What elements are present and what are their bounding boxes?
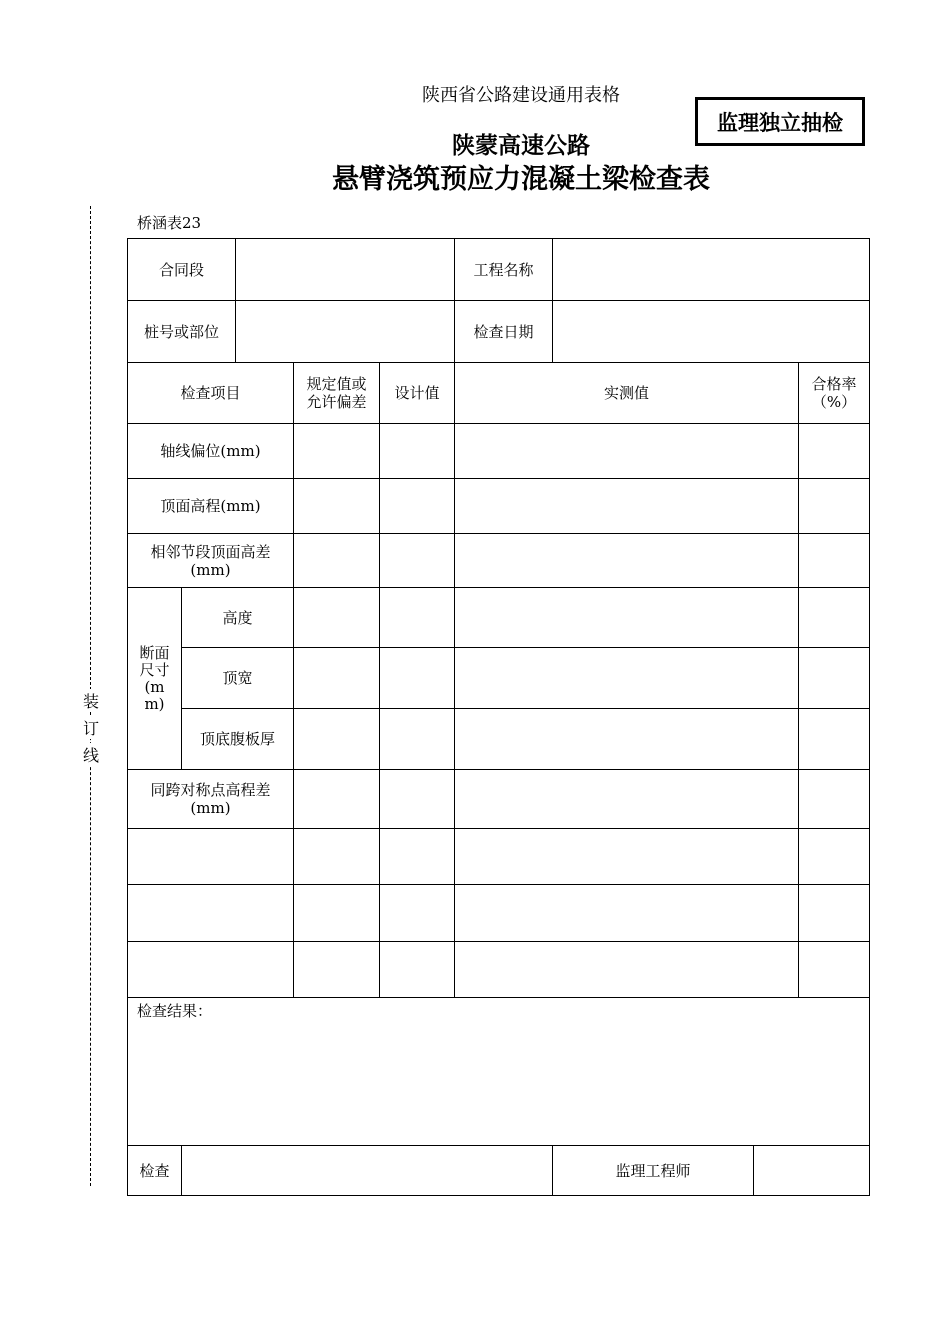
cell-measured[interactable] <box>455 588 799 648</box>
row-symmetric-line2: (mm) <box>190 799 231 817</box>
table-row <box>128 885 870 942</box>
cell-design[interactable] <box>380 479 455 534</box>
row-adjacent-diff-label <box>128 534 294 588</box>
page-title: 悬臂浇筑预应力混凝土梁检查表 <box>332 164 710 195</box>
col-rate-line2: （%） <box>811 393 857 411</box>
date-value[interactable] <box>553 301 870 363</box>
binding-char-3: 线 <box>83 743 99 766</box>
cell-spec[interactable] <box>294 709 380 770</box>
col-spec-line1: 规定值或 <box>306 375 367 393</box>
cell-design[interactable] <box>380 709 455 770</box>
row-top-elevation-label: 顶面高程(mm) <box>128 479 294 534</box>
col-item-header: 检查项目 <box>128 363 294 424</box>
cell-rate[interactable] <box>799 942 870 998</box>
date-label: 检查日期 <box>455 301 553 363</box>
row-top-width-label: 顶宽 <box>182 648 294 709</box>
col-measured-header: 实测值 <box>455 363 799 424</box>
cell-spec[interactable] <box>294 885 380 942</box>
cell-rate[interactable] <box>799 588 870 648</box>
cell-rate[interactable] <box>799 479 870 534</box>
cell-spec[interactable] <box>294 942 380 998</box>
table-row <box>128 479 870 534</box>
row-web-thickness-label: 顶底腹板厚 <box>182 709 294 770</box>
project-name-heading: 陕蒙高速公路 <box>452 133 590 159</box>
cell-rate[interactable] <box>799 885 870 942</box>
row-height-label: 高度 <box>182 588 294 648</box>
project-name-value[interactable] <box>553 239 870 301</box>
column-header-row <box>128 363 870 424</box>
table-row <box>128 709 870 770</box>
cell-spec[interactable] <box>294 479 380 534</box>
cell-item-blank[interactable] <box>128 885 294 942</box>
info-row-2 <box>128 301 870 363</box>
table-row <box>128 424 870 479</box>
cell-spec[interactable] <box>294 424 380 479</box>
cell-item-blank[interactable] <box>128 829 294 885</box>
inspection-result-label: 检查结果： <box>137 1002 213 1020</box>
cell-spec[interactable] <box>294 829 380 885</box>
binding-char-1: 装 <box>83 689 99 712</box>
table-row <box>128 829 870 885</box>
row-axis-label: 轴线偏位(mm) <box>128 424 294 479</box>
cell-measured[interactable] <box>455 479 799 534</box>
table-row <box>128 534 870 588</box>
inspector-label: 检查 <box>128 1146 182 1196</box>
info-row-1 <box>128 239 870 301</box>
cell-rate[interactable] <box>799 829 870 885</box>
col-spec-line2: 允许偏差 <box>306 393 367 411</box>
cell-measured[interactable] <box>455 829 799 885</box>
section-size-group-label <box>128 588 182 770</box>
contract-value[interactable] <box>236 239 455 301</box>
cell-rate[interactable] <box>799 709 870 770</box>
col-rate-line1: 合格率 <box>811 375 857 393</box>
form-series-caption: 陕西省公路建设通用表格 <box>422 85 620 106</box>
cell-rate[interactable] <box>799 770 870 829</box>
cell-measured[interactable] <box>455 424 799 479</box>
cell-item-blank[interactable] <box>128 942 294 998</box>
engineer-signature[interactable] <box>754 1146 870 1196</box>
row-adjacent-line1: 相邻节段顶面高差 <box>150 542 271 561</box>
engineer-label: 监理工程师 <box>553 1146 754 1196</box>
cell-design[interactable] <box>380 648 455 709</box>
col-design-header: 设计值 <box>380 363 455 424</box>
cell-design[interactable] <box>380 770 455 829</box>
inspection-table <box>127 238 870 1196</box>
cell-measured[interactable] <box>455 534 799 588</box>
inspection-result-area[interactable] <box>128 998 870 1146</box>
col-rate-header <box>799 363 870 424</box>
cell-design[interactable] <box>380 942 455 998</box>
row-adjacent-line2: (mm) <box>190 560 231 579</box>
cell-spec[interactable] <box>294 588 380 648</box>
binding-char-2: 订 <box>83 716 99 739</box>
row-symmetric-line1: 同跨对称点高程差 <box>150 781 271 799</box>
row-symmetric-diff-label <box>128 770 294 829</box>
cell-design[interactable] <box>380 424 455 479</box>
cell-spec[interactable] <box>294 770 380 829</box>
cell-spec[interactable] <box>294 648 380 709</box>
cell-measured[interactable] <box>455 709 799 770</box>
station-label: 桩号或部位 <box>128 301 236 363</box>
contract-label: 合同段 <box>128 239 236 301</box>
result-row <box>128 998 870 1146</box>
cell-measured[interactable] <box>455 942 799 998</box>
supervision-stamp: 监理独立抽检 <box>695 97 865 146</box>
station-value[interactable] <box>236 301 455 363</box>
cell-measured[interactable] <box>455 648 799 709</box>
project-name-label: 工程名称 <box>455 239 553 301</box>
cell-design[interactable] <box>380 829 455 885</box>
table-row <box>128 588 870 648</box>
inspector-signature[interactable] <box>182 1146 553 1196</box>
col-spec-header <box>294 363 380 424</box>
cell-measured[interactable] <box>455 770 799 829</box>
table-row <box>128 648 870 709</box>
cell-design[interactable] <box>380 534 455 588</box>
cell-rate[interactable] <box>799 424 870 479</box>
cell-rate[interactable] <box>799 648 870 709</box>
cell-measured[interactable] <box>455 885 799 942</box>
cell-design[interactable] <box>380 885 455 942</box>
signature-row <box>128 1146 870 1196</box>
table-row <box>128 942 870 998</box>
table-row <box>128 770 870 829</box>
cell-rate[interactable] <box>799 534 870 588</box>
cell-spec[interactable] <box>294 534 380 588</box>
cell-design[interactable] <box>380 588 455 648</box>
form-number: 桥涵表23 <box>137 214 202 232</box>
section-size-text: 断面尺寸(mm) <box>139 643 170 713</box>
